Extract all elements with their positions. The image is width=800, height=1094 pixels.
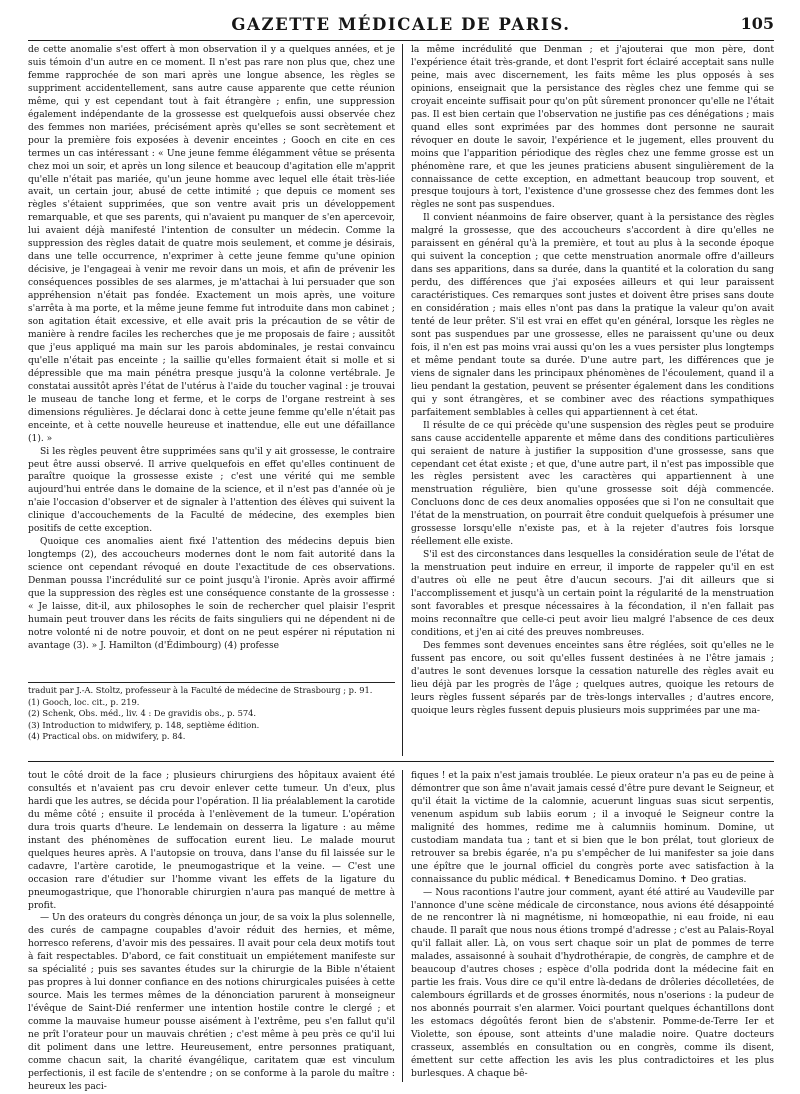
paragraph: — Nous racontions l'autre jour comment, ayant été attiré au Vaudeville par l'annonce d'une scène médicale de circonstance, nous avions été désappointé de ne rencontrer là ni magnétisme, ni homœopathie, ni eau froide, ni eau chaude. Il paraît que nous nous étions trompé d'adresse ; c'est au Palais-Royal qu'il fallait aller. Là, on vous sert chaque soir un plat de pommes de terre malades, assaisonné à souhait d'hydrothérapie, de congrès, de camphre et de beaucoup d'autres choses ; espèce d'olla podrida dont la médecine fait en partie les frais. Vous dire ce qu'il entre là-dedans de drôleries décolletées, de calembours égrillards et de grosses énormités, nous n'oserions : la pudeur de nos abonnés pourrait s'en alarmer. Voici pourtant quelques échantillons dont les estomacs dégoûtés feront bien de s'abstenir. Pomme-de-Terre Ier et Violette, son épouse, sont atteints d'une maladie noire. Quatre docteurs crasseux, assemblés en consultation ou en congrès, comme ils disent, émettent sur cette affection les avis les plus contradictoires et les plus burlesques. A chaque bê-: [411, 887, 774, 1079]
lower-right-column: [411, 770, 774, 1082]
paragraph: Si les règles peuvent être supprimées sans qu'il y ait grossesse, le contraire peut être aussi observé. Il arrive quelquefois en effet qu'elles continuent de paraître quoique la grossesse existe ; c'est une vérité qui me semble aujourd'hui entrée dans le domaine de la science, et il n'est pas d'année où je n'aie l'occasion d'observer et de signaler à l'attention des élèves qui suivent la clinique d'accouchements de la Faculté de médecine, des exemples bien positifs de cette exception.: [28, 446, 395, 535]
column-divider: [402, 770, 403, 1082]
footnote: (4) Practical obs. on midwifery, p. 84.: [28, 731, 186, 742]
paragraph: fiques ! et la paix n'est jamais troublée. Le pieux orateur n'a pas eu de peine à démontrer que son âme n'avait jamais cessé d'être pure devant le Seigneur, et qu'il était la victime de la calomnie, acuerunt linguas suas sicut serpentis, venenum aspidum sub labiis eorum ; il a invoqué le Seigneur contre la malignité des hommes, redime me à calumniis hominum. Domine, ut custodiam mandata tua ; tant et si bien que le bon prélat, tout glorieux de retrouver sa brebis égarée, n'a pu s'empêcher de lui manifester sa joie dans une épître que le journal officiel du congrès porte avec satisfaction à la connaissance du public médical. ✝ Benedicamus Domino. ✝ Deo gratias.: [411, 771, 774, 885]
section-divider: [28, 761, 774, 762]
footnote-rule: [28, 682, 395, 683]
footnotes: [28, 685, 395, 755]
upper-right-column: [411, 44, 774, 752]
paragraph: Quoique ces anomalies aient fixé l'attention des médecins depuis bien longtemps (2), des accoucheurs modernes dont le nom fait autorité dans la science ont cependant révoqué en doute l'exactitude de ces observations. Denman poussa l'incrédulité sur ce point jusqu'à l'ironie. Après avoir affirmé que la suppression des règles est une conséquence constante de la grossesse : « Je laisse, dit-il, aux philosophes le soin de rechercher quel plaisir l'esprit humain peut trouver dans les récits de faits singuliers qui ne dépendent ni de notre volonté ni de notre pouvoir, et dont on ne peut espérer ni réputation ni avantage (3). » J. Hamilton (d'Édimbourg) (4) professe: [28, 537, 395, 651]
paragraph: Des femmes sont devenues enceintes sans être réglées, soit qu'elles ne le fussent pas encore, ou soit qu'elles fussent destinées à ne l'être jamais ; d'autres le sont devenues lorsque la cessation naturelle des règles avait eu lieu déjà par les progrès de l'âge ; quelques autres, quoique les retours de leurs règles fussent séparés par de très-longs intervalles ; d'autres encore, quoique leurs règles fussent depuis plusieurs mois supprimées par une ma-: [411, 640, 774, 716]
footnote: traduit par J.-A. Stoltz, professeur à la Faculté de médecine de Strasbourg ; p. 91.: [28, 685, 373, 695]
paragraph: de cette anomalie s'est offert à mon observation il y a quelques années, et je suis témoin d'un autre en ce moment. Il n'est pas rare non plus que, chez une femme rapprochée de son mari après une longue absence, les règles se suppriment accidentellement, sans autre cause apparente que cette réunion même, qui y est cependant tout à fait étrangère ; enfin, une suppression également indépendante de la grossesse est quelquefois aussi observée chez des femmes non mariées, précisément après qu'elles se sont secrètement et pour la première fois exposées à devenir enceintes ; Gooch en cite en ces termes un cas intéressant : « Une jeune femme élégamment vêtue se présenta chez moi un soir, et après un long silence et beaucoup d'agitation elle m'apprit qu'elle n'était pas mariée, qu'un jeune homme avec lequel elle était très-liée avait, un certain jour, abusé de cette intimité ; que depuis ce moment ses règles s'étaient supprimées, que son ventre avait pris un développement remarquable, et que ses parents, qui n'avaient pu manquer de s'en apercevoir, lui avaient déjà manifesté l'intention de consulter un médecin. Comme la suppression des règles datait de quatre mois seulement, et comme je désirais, dans une telle occurrence, n'exprimer à cette jeune femme qu'une opinion décisive, je l'engageai à venir me revoir dans un mois, et afin de prévenir les conséquences possibles de ses alarmes, je m'attachai à lui persuader que son appréhension n'était pas fondée. Exactement un mois après, une voiture s'arrêta à ma porte, et la même jeune femme fut introduite dans mon cabinet ; son agitation était excessive, et elle avait pris la précaution de se vêtir de manière à rendre faciles les recherches que je me proposais de faire ; aussitôt que j'eus appliqué ma main sur les parois abdominales, je restai convaincu qu'elle n'était pas enceinte ; la saillie qu'elles formaient était si molle et si dépressible que ma main pénétra presque jusqu'à la colonne vertébrale. Je constatai aussitôt après l'état de l'utérus à l'aide du toucher vaginal : je trouvai le museau de tanche long et ferme, et le corps de l'organe restreint à ses dimensions régulières. Je déclarai donc à cette jeune femme qu'elle n'était pas enceinte, et à cette nouvelle heureuse et inattendue, elle eut une défaillance (1). »: [28, 45, 395, 444]
paragraph: la même incrédulité que Denman ; et j'ajouterai que mon père, dont l'expérience était très-grande, et dont l'esprit fort éclairé acceptait sans nulle peine, mais avec discernement, les faits même les plus opposés à ses opinions, enseignait que la persistance des règles chez une femme qui se croyait enceinte suffisait pour qu'on pût sûrement prononcer qu'elle ne l'était pas. Il est bien certain que l'observation ne justifie pas ces dénégations ; mais quand elles sont exprimées par des hommes dont personne ne saurait révoquer en doute le savoir, l'expérience et le jugement, elles prouvent du moins que l'apparition périodique des règles chez une femme grosse est un phénomène rare, et que les jeunes praticiens abusent singulièrement de la connaissance de cette exception, en admettant beaucoup trop souvent, et presque toujours à tort, l'existence d'une grossesse chez des femmes dont les règles ne sont pas suspendues.: [411, 45, 774, 211]
paragraph: — Un des orateurs du congrès dénonça un jour, de sa voix la plus solennelle, des curés de campagne coupables d'avoir réduit des hernies, et même, horresco referens, d'avoir mis des pessaires. Il avait pour cela deux motifs tout à fait respectables. D'abord, ce fait constituait un empiétement manifeste sur sa spécialité ; puis ses savantes études sur la chirurgie de la Bible n'étaient pas propres à lui donner confiance en des notions chirurgicales puisées à cette source. Mais les termes mêmes de la dénonciation parurent à monseigneur l'évêque de Saint-Dié renfermer une intention hostile contre le clergé ; et comme la mauvaise humeur pousse aisément à l'extrême, peu s'en fallut qu'il ne prît l'orateur pour un mauvais chrétien ; c'est même à peu près ce qu'il lui dit poliment dans une lettre. Heureusement, entre personnes pratiquant, comme chacun sait, la charité évangélique, caritatem quæ est vinculum perfectionis, il est facile de s'entendre ; on se conforme à la parole du maître : heureux les paci-: [28, 913, 395, 1092]
paragraph: S'il est des circonstances dans lesquelles la considération seule de l'état de la menstruation peut induire en erreur, il importe de rappeler qu'il en est d'autres où elle ne peut être d'aucun secours. J'ai dit ailleurs que si l'accomplissement et jusqu'à un certain point la régularité de la menstruation sont favorables et presque nécessaires à la fécondation, il n'en fallait pas moins reconnaître que celle-ci peut avoir lieu malgré l'absence de ces deux conditions, et j'en ai cité des preuves nombreuses.: [411, 550, 774, 638]
upper-left-column: [28, 44, 395, 679]
page-header: [28, 10, 774, 41]
footnote: (3) Introduction to midwifery, p. 148, septième édition.: [28, 719, 260, 730]
paragraph: Il résulte de ce qui précède qu'une suspension des règles peut se produire sans cause accidentelle apparente et même dans des conditions particulières qui seraient de nature à justifier la supposition d'une grossesse, sans que cependant cet état existe ; et que, d'une autre part, il n'est pas impossible que les règles persistent avec les caractères qui appartiennent à une menstruation régulière, bien qu'une grossesse soit déjà commencée. Concluons donc de ces deux anomalies opposées que si l'on ne consultait que l'état de la menstruation, on pourrait être conduit quelquefois à présumer une grossesse lorsqu'elle n'existe pas, et à la rejeter d'autres fois lorsque réellement elle existe.: [411, 420, 774, 548]
footnote: (2) Schenk, Obs. méd., liv. 4 : De gravidis obs., p. 574.: [28, 708, 257, 719]
paragraph: Il convient néanmoins de faire observer, quant à la persistance des règles malgré la grossesse, que des accoucheurs s'accordent à dire qu'elles ne paraissent en général qu'à la première, et tout au plus à la seconde époque qui suivent la conception ; que cette menstruation anormale offre d'ailleurs dans ses apparitions, dans sa durée, dans la quantité et la coloration du sang perdu, des différences que j'ai exposées ailleurs et qui leur paraissent caractéristiques. Ces remarques sont justes et doivent être prises sans doute en considération ; mais elles n'ont pas dans la pratique la valeur qu'on avait tenté de leur prêter. S'il est vrai en effet qu'en général, lorsque les règles ne sont pas suspendues par une grossesse, elles ne paraissent qu'une ou deux fois, il n'en est pas moins vrai aussi qu'on les a vues persister plus longtemps et même pendant toute sa durée. D'une autre part, les différences que je viens de signaler dans les principaux phénomènes de l'écoulement, quand il a lieu pendant la gestation, peuvent se présenter également dans les conditions qui y sont étrangères, et se combiner avec des réactions sympathiques parfaitement semblables à celles qui appartiennent à cet état.: [411, 213, 774, 418]
column-divider: [402, 44, 403, 756]
paragraph: tout le côté droit de la face ; plusieurs chirurgiens des hôpitaux avaient été consultés et n'avaient pas cru devoir enlever cette tumeur. Un d'eux, plus hardi que les autres, se décida pour l'opération. Il lia préalablement la carotide du même côté ; ensuite il procéda à l'enlèvement de la tumeur. L'opération dura trois quarts d'heure. Le lendemain on desserra la ligature : au même instant des phénomènes de suffocation eurent lieu. Le malade mourut quelques heures après. A l'autopsie on trouva, dans l'anse du fil laissée sur le cadavre, l'artère carotide, le pneumogastrique et la veine. — C'est une occasion rare d'étudier sur l'homme vivant les effets de la ligature du pneumogastrique, que l'honorable chirurgien n'aura pas manqué de mettre à profit.: [28, 771, 396, 911]
page-number: 105: [740, 14, 774, 33]
journal-title: GAZETTE MÉDICALE DE PARIS.: [231, 15, 571, 34]
lower-left-column: [28, 770, 396, 1092]
footnote: (1) Gooch, loc. cit., p. 219.: [28, 696, 140, 707]
